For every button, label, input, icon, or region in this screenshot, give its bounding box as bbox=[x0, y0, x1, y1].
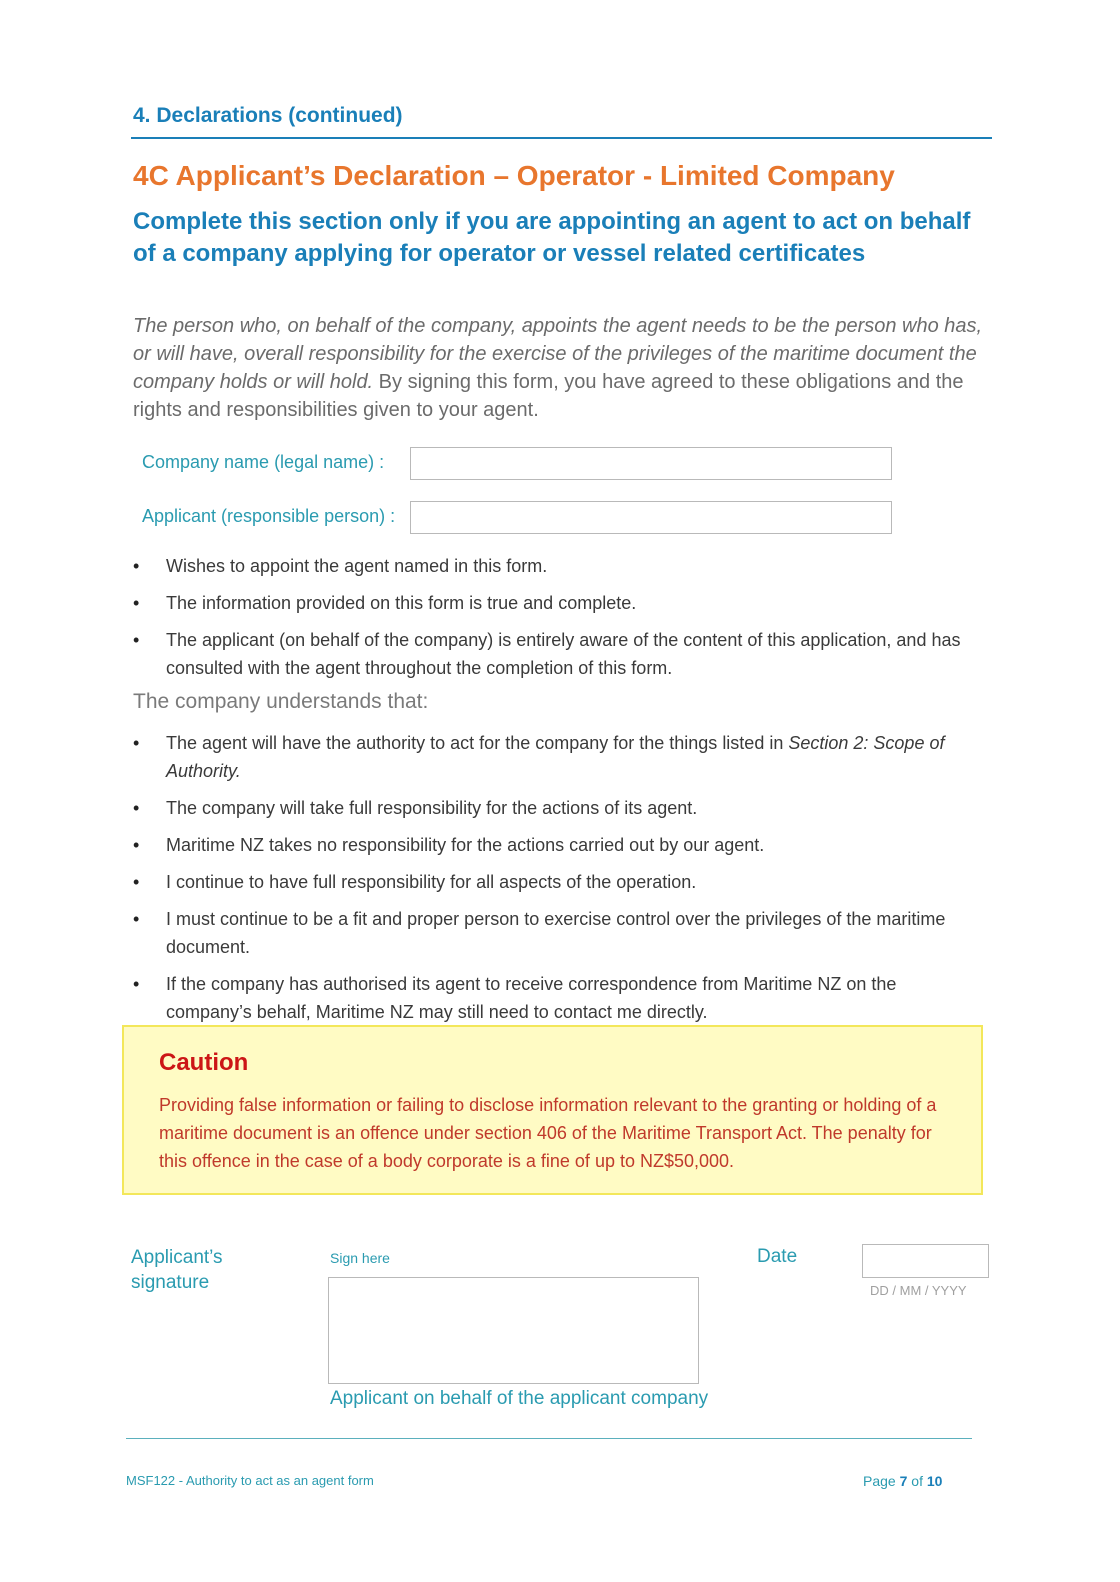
company-name-field[interactable] bbox=[410, 447, 892, 480]
caution-text: Providing false information or failing to disclose information relevant to the granting or holding of a maritime document is an offence under section 406 of the Maritime Transport Act. The penalty for this offence in the case of a body corporate is a fine of up to NZ$50,000. bbox=[159, 1095, 937, 1171]
page-number: Page 7 of 10 bbox=[863, 1473, 943, 1489]
understands-heading: The company understands that: bbox=[133, 690, 429, 713]
list-item: • The applicant (on behalf of the company) is entirely aware of the content of this application, and has consulted with the agent throughout the completion of this form. bbox=[133, 626, 983, 682]
intro-italic: The person who, on behalf of the company, appoints the agent needs to be the person who has, or will have, overall responsibility for the exercise of the privileges of the maritime document the company holds or will hold. bbox=[133, 315, 983, 393]
section-subheading: Complete this section only if you are appointing an agent to act on behalf of a company applying for operator or vessel related certificates bbox=[133, 208, 971, 267]
list-item: • I must continue to be a fit and proper person to exercise control over the privileges of the maritime document. bbox=[133, 905, 963, 961]
list-item: • The information provided on this form is true and complete. bbox=[133, 589, 983, 617]
list-item: • The agent will have the authority to act for the company for the things listed in Section 2: Scope of Authority. bbox=[133, 729, 963, 785]
applicant-field[interactable] bbox=[410, 501, 892, 534]
footer-divider bbox=[126, 1438, 972, 1439]
list-item: • I continue to have full responsibility for all aspects of the operation. bbox=[133, 868, 963, 896]
date-label: Date bbox=[757, 1246, 798, 1267]
section-divider bbox=[131, 137, 992, 139]
sign-here-label: Sign here bbox=[330, 1250, 390, 1266]
signature-field[interactable] bbox=[328, 1277, 699, 1384]
intro-regular: By signing this form, you have agreed to these obligations and the rights and responsibilities given to your agent. bbox=[133, 371, 964, 421]
caution-title: Caution bbox=[159, 1049, 249, 1076]
intro-paragraph bbox=[133, 312, 993, 424]
understands-list bbox=[133, 729, 963, 1035]
signature-label: Applicant’s signature bbox=[131, 1247, 223, 1293]
applicant-statements-list bbox=[133, 552, 983, 691]
signature-caption: Applicant on behalf of the applicant company bbox=[330, 1388, 709, 1409]
caution-box bbox=[122, 1025, 983, 1195]
applicant-label: Applicant (responsible person) : bbox=[142, 506, 396, 526]
section-title: 4. Declarations (continued) bbox=[133, 104, 403, 127]
date-format-hint: DD / MM / YYYY bbox=[870, 1283, 967, 1298]
list-item: • If the company has authorised its agent to receive correspondence from Maritime NZ on the company’s behalf, Maritime NZ may still need to contact me directly. bbox=[133, 970, 963, 1026]
page-title: 4C Applicant’s Declaration – Operator - Limited Company bbox=[133, 160, 895, 191]
list-item: • The company will take full responsibility for the actions of its agent. bbox=[133, 794, 963, 822]
section-reference: Section 2: Scope of Authority. bbox=[166, 733, 945, 781]
footer-form-name: MSF122 - Authority to act as an agent form bbox=[126, 1473, 374, 1488]
list-item: • Maritime NZ takes no responsibility for the actions carried out by our agent. bbox=[133, 831, 963, 859]
list-item: • Wishes to appoint the agent named in this form. bbox=[133, 552, 983, 580]
company-name-label: Company name (legal name) : bbox=[142, 452, 385, 472]
date-field[interactable] bbox=[862, 1244, 989, 1278]
